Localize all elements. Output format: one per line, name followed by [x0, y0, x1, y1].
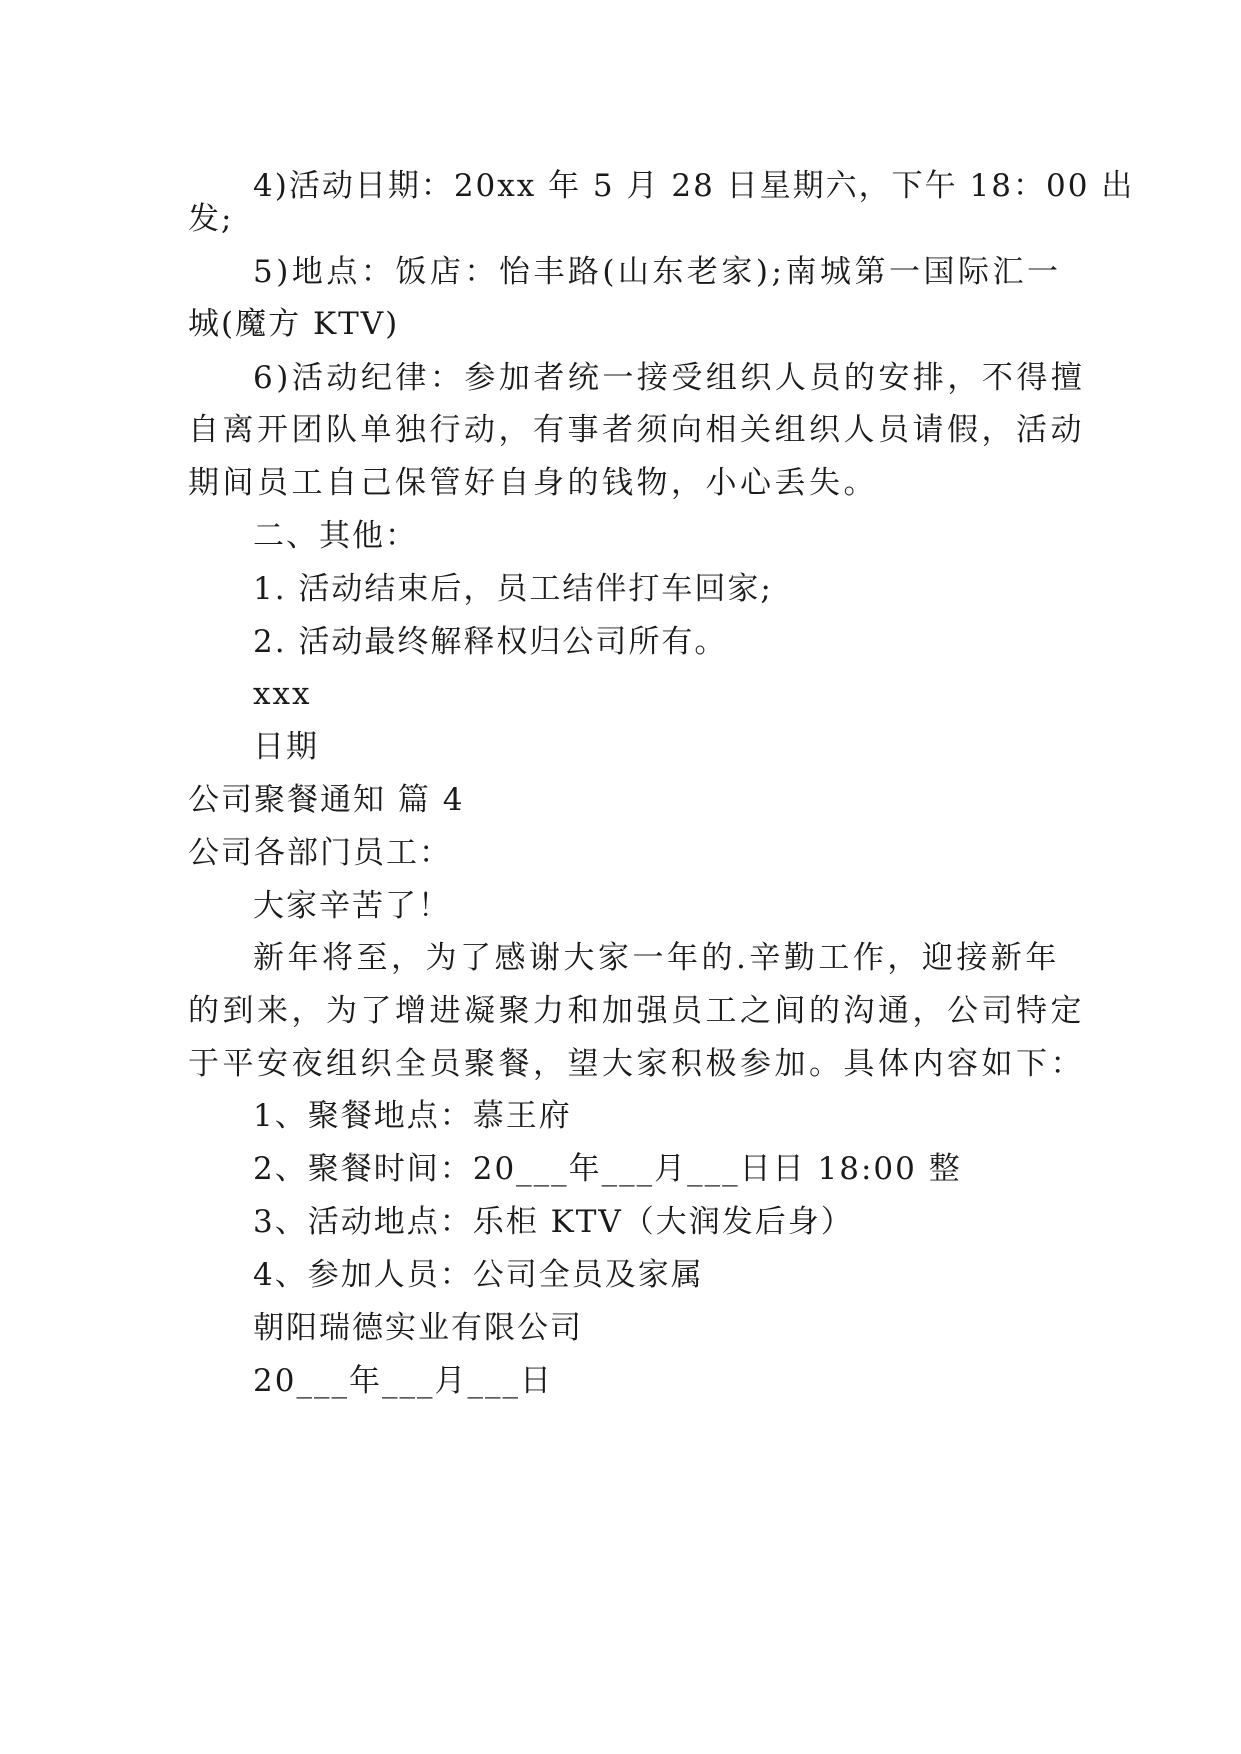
other-heading: 二、其他：	[253, 518, 418, 554]
body-line-3: 于平安夜组织全员聚餐，望大家积极参加。具体内容如下：	[188, 1046, 1085, 1082]
signature: xxx	[253, 676, 312, 712]
item6-line2: 自离开团队单独行动，有事者须向相关组织人员请假，活动	[188, 412, 1085, 448]
item6-line1: 6)活动纪律：参加者统一接受组织人员的安排，不得擅	[253, 360, 1086, 396]
item4-line1: 4)活动日期：20xx 年 5 月 28 日星期六，下午 18：00 出	[253, 168, 1135, 204]
item4-line2: 发;	[188, 201, 234, 237]
detail-item-4: 4、参加人员：公司全员及家属	[253, 1257, 704, 1293]
detail-item-1: 1、聚餐地点：慕王府	[253, 1098, 572, 1134]
notice-date: 20___年___月___日	[253, 1363, 553, 1399]
other-item-1: 1. 活动结束后，员工结伴打车回家;	[253, 571, 773, 607]
item5-line1: 5)地点：饭店：怡丰路(山东老家);南城第一国际汇一	[253, 254, 1062, 290]
detail-item-3: 3、活动地点：乐柜 KTV（大润发后身）	[253, 1204, 854, 1240]
section-title: 公司聚餐通知 篇 4	[188, 782, 465, 818]
body-line-2: 的到来，为了增进凝聚力和加强员工之间的沟通，公司特定	[188, 993, 1085, 1029]
item5-line2: 城(魔方 KTV)	[188, 306, 400, 342]
greeting: 公司各部门员工：	[188, 835, 452, 871]
opening: 大家辛苦了！	[253, 888, 451, 924]
other-item-2: 2. 活动最终解释权归公司所有。	[253, 624, 728, 660]
item6-line3: 期间员工自己保管好自身的钱物，小心丢失。	[188, 465, 878, 501]
body-line-1: 新年将至，为了感谢大家一年的.辛勤工作，迎接新年	[253, 940, 1060, 976]
company-name: 朝阳瑞德实业有限公司	[253, 1310, 583, 1346]
signature-date: 日期	[253, 729, 319, 765]
detail-item-2: 2、聚餐时间：20___年___月___日日 18:00 整	[253, 1151, 962, 1187]
